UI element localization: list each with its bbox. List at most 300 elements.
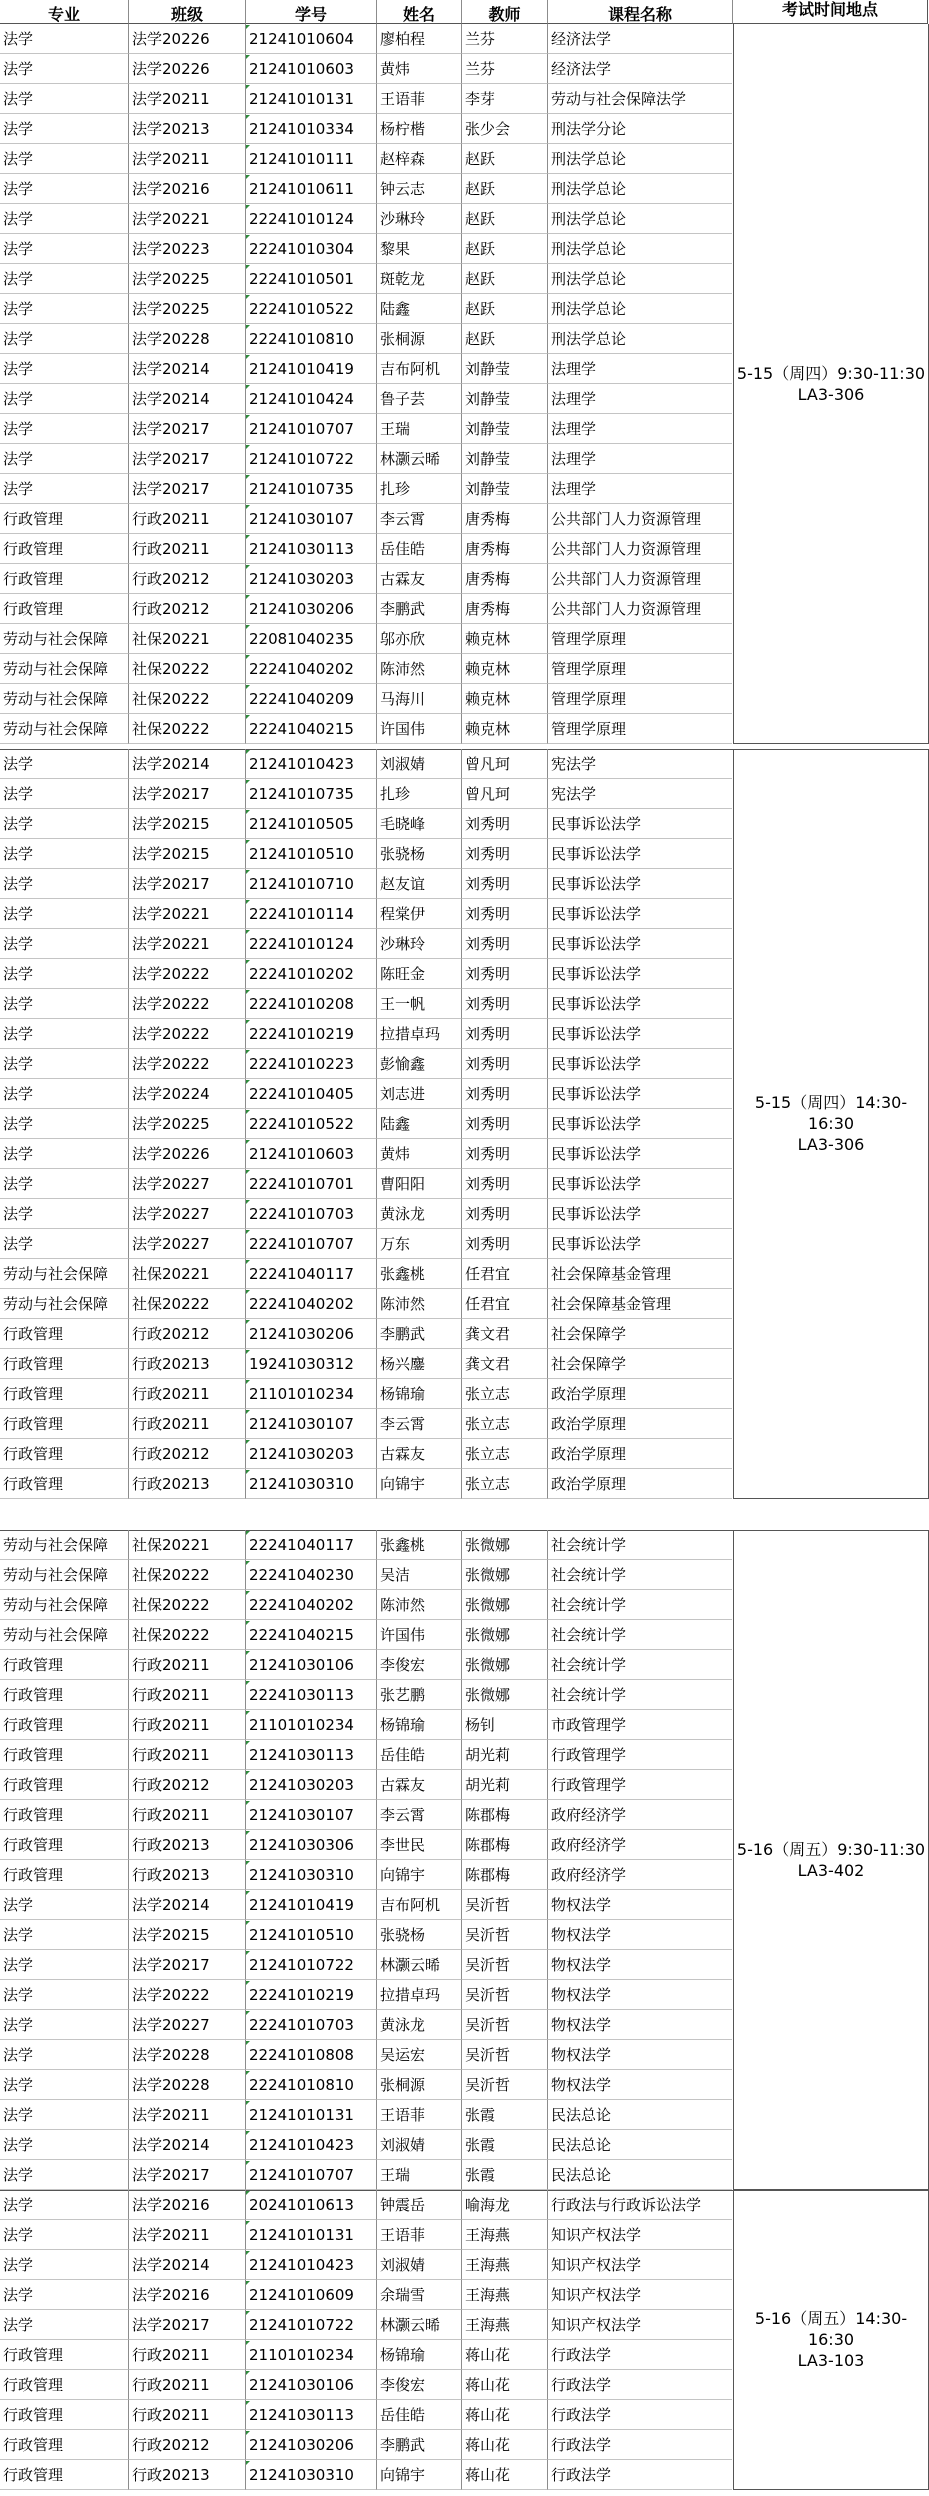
cell-class: 行政20211 bbox=[128, 1710, 245, 1740]
cell-name: 陈旺金 bbox=[376, 959, 461, 989]
table-row bbox=[0, 1169, 733, 1199]
cell-major: 法学 bbox=[0, 1890, 128, 1920]
cell-class: 社保20222 bbox=[128, 1289, 245, 1319]
cell-course: 民事诉讼法学 bbox=[547, 959, 732, 989]
table-row bbox=[0, 384, 733, 414]
cell-teacher: 刘秀明 bbox=[461, 809, 547, 839]
cell-major: 法学 bbox=[0, 384, 128, 414]
cell-flag-marker bbox=[246, 55, 250, 59]
cell-name: 拉措卓玛 bbox=[376, 1019, 461, 1049]
table-row bbox=[0, 1590, 733, 1620]
cell-student-id: 22241010810 bbox=[245, 2070, 376, 2100]
cell-teacher: 张微娜 bbox=[461, 1560, 547, 1590]
cell-course: 刑法学总论 bbox=[547, 204, 732, 234]
cell-student-id: 22241010707 bbox=[245, 1229, 376, 1259]
cell-course: 物权法学 bbox=[547, 1920, 732, 1950]
cell-major: 法学 bbox=[0, 2310, 128, 2340]
cell-teacher: 赵跃 bbox=[461, 264, 547, 294]
cell-course: 民法总论 bbox=[547, 2160, 732, 2190]
cell-course: 政府经济学 bbox=[547, 1860, 732, 1890]
table-row bbox=[0, 2040, 733, 2070]
cell-teacher: 张微娜 bbox=[461, 1680, 547, 1710]
cell-flag-marker bbox=[246, 1951, 250, 1955]
table-row bbox=[0, 234, 733, 264]
cell-class: 法学20214 bbox=[128, 354, 245, 384]
cell-flag-marker bbox=[246, 655, 250, 659]
cell-student-id: 22241010114 bbox=[245, 899, 376, 929]
cell-flag-marker bbox=[246, 1080, 250, 1084]
cell-class: 法学20221 bbox=[128, 899, 245, 929]
cell-student-id: 22241040215 bbox=[245, 714, 376, 744]
cell-name: 陆鑫 bbox=[376, 294, 461, 324]
cell-teacher: 杨钊 bbox=[461, 1710, 547, 1740]
header-class: 班级 bbox=[128, 0, 245, 24]
cell-flag-marker bbox=[246, 1140, 250, 1144]
cell-name: 陈沛然 bbox=[376, 654, 461, 684]
cell-flag-marker bbox=[246, 780, 250, 784]
cell-class: 法学20217 bbox=[128, 444, 245, 474]
cell-class: 法学20226 bbox=[128, 54, 245, 84]
cell-name: 王语菲 bbox=[376, 2100, 461, 2130]
cell-student-id: 22241010124 bbox=[245, 204, 376, 234]
table-row bbox=[0, 2250, 733, 2280]
cell-name: 吴洁 bbox=[376, 1560, 461, 1590]
cell-name: 岳佳皓 bbox=[376, 534, 461, 564]
cell-course: 社会统计学 bbox=[547, 1530, 732, 1560]
table-row bbox=[0, 809, 733, 839]
cell-flag-marker bbox=[246, 2281, 250, 2285]
cell-student-id: 21241010510 bbox=[245, 839, 376, 869]
cell-teacher: 唐秀梅 bbox=[461, 564, 547, 594]
cell-student-id: 21241010131 bbox=[245, 84, 376, 114]
cell-student-id: 21241010722 bbox=[245, 1950, 376, 1980]
cell-class: 法学20214 bbox=[128, 749, 245, 779]
exam-room: LA3-402 bbox=[797, 1860, 865, 1880]
cell-teacher: 赵跃 bbox=[461, 144, 547, 174]
cell-name: 程棠伊 bbox=[376, 899, 461, 929]
cell-class: 法学20225 bbox=[128, 294, 245, 324]
cell-teacher: 刘秀明 bbox=[461, 959, 547, 989]
cell-course: 民事诉讼法学 bbox=[547, 1019, 732, 1049]
cell-major: 行政管理 bbox=[0, 1860, 128, 1890]
cell-major: 法学 bbox=[0, 2220, 128, 2250]
cell-flag-marker bbox=[246, 1320, 250, 1324]
cell-class: 行政20211 bbox=[128, 1740, 245, 1770]
cell-course: 社会保障基金管理 bbox=[547, 1259, 732, 1289]
cell-major: 法学 bbox=[0, 234, 128, 264]
cell-course: 政府经济学 bbox=[547, 1830, 732, 1860]
cell-flag-marker bbox=[246, 1741, 250, 1745]
cell-major: 法学 bbox=[0, 264, 128, 294]
cell-major: 法学 bbox=[0, 1019, 128, 1049]
cell-name: 张骁杨 bbox=[376, 1920, 461, 1950]
cell-course: 宪法学 bbox=[547, 749, 732, 779]
cell-major: 法学 bbox=[0, 959, 128, 989]
cell-student-id: 22241010522 bbox=[245, 294, 376, 324]
cell-flag-marker bbox=[246, 1771, 250, 1775]
cell-student-id: 22241030113 bbox=[245, 1680, 376, 1710]
cell-teacher: 刘秀明 bbox=[461, 1019, 547, 1049]
cell-student-id: 19241030312 bbox=[245, 1349, 376, 1379]
cell-student-id: 22241010701 bbox=[245, 1169, 376, 1199]
cell-student-id: 21241030310 bbox=[245, 2460, 376, 2490]
table-row bbox=[0, 989, 733, 1019]
cell-name: 李世民 bbox=[376, 1830, 461, 1860]
table-row bbox=[0, 839, 733, 869]
cell-major: 法学 bbox=[0, 989, 128, 1019]
cell-name: 林灏云晞 bbox=[376, 444, 461, 474]
table-row bbox=[0, 624, 733, 654]
cell-teacher: 陈郡梅 bbox=[461, 1800, 547, 1830]
cell-name: 岳佳皓 bbox=[376, 1740, 461, 1770]
cell-class: 法学20227 bbox=[128, 2010, 245, 2040]
cell-name: 钟云志 bbox=[376, 174, 461, 204]
cell-student-id: 21241030107 bbox=[245, 1409, 376, 1439]
table-row bbox=[0, 444, 733, 474]
cell-course: 行政法学 bbox=[547, 2370, 732, 2400]
cell-major: 行政管理 bbox=[0, 2460, 128, 2490]
cell-flag-marker bbox=[246, 685, 250, 689]
cell-flag-marker bbox=[246, 2251, 250, 2255]
cell-teacher: 刘静莹 bbox=[461, 354, 547, 384]
table-row bbox=[0, 1770, 733, 1800]
cell-name: 黄炜 bbox=[376, 54, 461, 84]
cell-major: 劳动与社会保障 bbox=[0, 1289, 128, 1319]
cell-class: 行政20212 bbox=[128, 594, 245, 624]
cell-teacher: 吴沂哲 bbox=[461, 1950, 547, 1980]
cell-name: 李云霄 bbox=[376, 1800, 461, 1830]
table-row bbox=[0, 1680, 733, 1710]
cell-name: 李云霄 bbox=[376, 1409, 461, 1439]
cell-course: 经济法学 bbox=[547, 54, 732, 84]
cell-major: 法学 bbox=[0, 1169, 128, 1199]
cell-teacher: 赖克林 bbox=[461, 684, 547, 714]
cell-major: 行政管理 bbox=[0, 1650, 128, 1680]
table-row bbox=[0, 684, 733, 714]
cell-course: 民事诉讼法学 bbox=[547, 1139, 732, 1169]
cell-student-id: 21241010707 bbox=[245, 414, 376, 444]
cell-class: 行政20213 bbox=[128, 1860, 245, 1890]
cell-course: 公共部门人力资源管理 bbox=[547, 594, 732, 624]
cell-major: 法学 bbox=[0, 779, 128, 809]
cell-course: 劳动与社会保障法学 bbox=[547, 84, 732, 114]
cell-teacher: 唐秀梅 bbox=[461, 504, 547, 534]
cell-name: 杨兴鏖 bbox=[376, 1349, 461, 1379]
cell-student-id: 21241010131 bbox=[245, 2100, 376, 2130]
cell-course: 社会统计学 bbox=[547, 1680, 732, 1710]
cell-teacher: 张立志 bbox=[461, 1379, 547, 1409]
cell-major: 法学 bbox=[0, 474, 128, 504]
cell-student-id: 22241010208 bbox=[245, 989, 376, 1019]
cell-flag-marker bbox=[246, 1681, 250, 1685]
exam-room: LA3-306 bbox=[797, 384, 865, 404]
cell-teacher: 刘秀明 bbox=[461, 869, 547, 899]
cell-major: 行政管理 bbox=[0, 1680, 128, 1710]
cell-flag-marker bbox=[246, 1711, 250, 1715]
cell-course: 民事诉讼法学 bbox=[547, 1199, 732, 1229]
cell-name: 黄泳龙 bbox=[376, 1199, 461, 1229]
cell-teacher: 张微娜 bbox=[461, 1650, 547, 1680]
cell-major: 法学 bbox=[0, 2010, 128, 2040]
cell-major: 劳动与社会保障 bbox=[0, 1259, 128, 1289]
cell-course: 政治学原理 bbox=[547, 1439, 732, 1469]
cell-name: 斑乾龙 bbox=[376, 264, 461, 294]
cell-student-id: 22081040235 bbox=[245, 624, 376, 654]
cell-major: 行政管理 bbox=[0, 2400, 128, 2430]
cell-flag-marker bbox=[246, 85, 250, 89]
cell-major: 法学 bbox=[0, 929, 128, 959]
cell-class: 社保20222 bbox=[128, 684, 245, 714]
cell-major: 行政管理 bbox=[0, 594, 128, 624]
cell-flag-marker bbox=[246, 990, 250, 994]
cell-teacher: 吴沂哲 bbox=[461, 2070, 547, 2100]
table-row bbox=[0, 929, 733, 959]
table-row bbox=[0, 2340, 733, 2370]
cell-name: 张鑫桃 bbox=[376, 1259, 461, 1289]
cell-major: 法学 bbox=[0, 1199, 128, 1229]
table-row bbox=[0, 1259, 733, 1289]
cell-major: 法学 bbox=[0, 2280, 128, 2310]
cell-class: 社保20221 bbox=[128, 624, 245, 654]
cell-name: 杨锦瑜 bbox=[376, 1710, 461, 1740]
cell-class: 法学20214 bbox=[128, 2250, 245, 2280]
cell-flag-marker bbox=[246, 205, 250, 209]
cell-flag-marker bbox=[246, 1350, 250, 1354]
cell-student-id: 21241030106 bbox=[245, 2370, 376, 2400]
cell-course: 法理学 bbox=[547, 414, 732, 444]
cell-teacher: 蒋山花 bbox=[461, 2460, 547, 2490]
table-row bbox=[0, 564, 733, 594]
cell-teacher: 赵跃 bbox=[461, 234, 547, 264]
table-row bbox=[0, 1229, 733, 1259]
cell-class: 法学20222 bbox=[128, 1980, 245, 2010]
cell-teacher: 任君宜 bbox=[461, 1259, 547, 1289]
table-row bbox=[0, 2280, 733, 2310]
cell-class: 法学20223 bbox=[128, 234, 245, 264]
cell-class: 法学20217 bbox=[128, 869, 245, 899]
table-row bbox=[0, 749, 733, 779]
cell-name: 杨锦瑜 bbox=[376, 2340, 461, 2370]
cell-student-id: 21241010604 bbox=[245, 24, 376, 54]
cell-teacher: 蒋山花 bbox=[461, 2340, 547, 2370]
table-row bbox=[0, 654, 733, 684]
cell-flag-marker bbox=[246, 175, 250, 179]
cell-teacher: 刘秀明 bbox=[461, 929, 547, 959]
cell-name: 李俊宏 bbox=[376, 1650, 461, 1680]
table-row bbox=[0, 1710, 733, 1740]
exam-time-place-cell bbox=[733, 24, 929, 744]
cell-student-id: 22241040230 bbox=[245, 1560, 376, 1590]
cell-student-id: 21241010603 bbox=[245, 54, 376, 84]
cell-course: 社会统计学 bbox=[547, 1590, 732, 1620]
cell-teacher: 刘秀明 bbox=[461, 1049, 547, 1079]
cell-class: 法学20222 bbox=[128, 1049, 245, 1079]
table-row bbox=[0, 2310, 733, 2340]
cell-major: 劳动与社会保障 bbox=[0, 1620, 128, 1650]
cell-teacher: 刘秀明 bbox=[461, 1199, 547, 1229]
cell-student-id: 21241010419 bbox=[245, 1890, 376, 1920]
cell-flag-marker bbox=[246, 960, 250, 964]
cell-course: 民事诉讼法学 bbox=[547, 1169, 732, 1199]
cell-flag-marker bbox=[246, 1801, 250, 1805]
cell-name: 许国伟 bbox=[376, 1620, 461, 1650]
cell-flag-marker bbox=[246, 2161, 250, 2165]
cell-major: 行政管理 bbox=[0, 2340, 128, 2370]
cell-flag-marker bbox=[246, 1981, 250, 1985]
cell-class: 法学20216 bbox=[128, 174, 245, 204]
cell-teacher: 赵跃 bbox=[461, 324, 547, 354]
cell-teacher: 张微娜 bbox=[461, 1530, 547, 1560]
cell-class: 法学20227 bbox=[128, 1169, 245, 1199]
cell-flag-marker bbox=[246, 870, 250, 874]
cell-class: 法学20225 bbox=[128, 264, 245, 294]
cell-name: 杨锦瑜 bbox=[376, 1379, 461, 1409]
cell-teacher: 刘秀明 bbox=[461, 839, 547, 869]
cell-flag-marker bbox=[246, 2401, 250, 2405]
table-row bbox=[0, 1830, 733, 1860]
cell-flag-marker bbox=[246, 1531, 250, 1535]
cell-teacher: 刘秀明 bbox=[461, 1109, 547, 1139]
cell-flag-marker bbox=[246, 1410, 250, 1414]
cell-teacher: 张立志 bbox=[461, 1469, 547, 1499]
cell-name: 彭愉鑫 bbox=[376, 1049, 461, 1079]
cell-class: 行政20211 bbox=[128, 534, 245, 564]
cell-major: 行政管理 bbox=[0, 1740, 128, 1770]
cell-student-id: 22241010703 bbox=[245, 1199, 376, 1229]
cell-teacher: 吴沂哲 bbox=[461, 1920, 547, 1950]
cell-course: 民事诉讼法学 bbox=[547, 1229, 732, 1259]
cell-name: 王瑞 bbox=[376, 414, 461, 444]
cell-class: 法学20217 bbox=[128, 779, 245, 809]
cell-major: 法学 bbox=[0, 174, 128, 204]
table-row bbox=[0, 1950, 733, 1980]
table-row bbox=[0, 1800, 733, 1830]
cell-major: 劳动与社会保障 bbox=[0, 624, 128, 654]
cell-name: 李云霄 bbox=[376, 504, 461, 534]
cell-name: 李鹏武 bbox=[376, 1319, 461, 1349]
cell-major: 法学 bbox=[0, 1920, 128, 1950]
cell-teacher: 张霞 bbox=[461, 2160, 547, 2190]
cell-name: 扎珍 bbox=[376, 779, 461, 809]
cell-major: 法学 bbox=[0, 2040, 128, 2070]
cell-class: 社保20222 bbox=[128, 1590, 245, 1620]
cell-class: 行政20213 bbox=[128, 1830, 245, 1860]
cell-major: 法学 bbox=[0, 324, 128, 354]
cell-class: 法学20222 bbox=[128, 989, 245, 1019]
table-row bbox=[0, 474, 733, 504]
cell-student-id: 21241010111 bbox=[245, 144, 376, 174]
cell-course: 管理学原理 bbox=[547, 714, 732, 744]
cell-teacher: 任君宜 bbox=[461, 1289, 547, 1319]
cell-name: 张鑫桃 bbox=[376, 1530, 461, 1560]
cell-class: 行政20211 bbox=[128, 1680, 245, 1710]
cell-student-id: 21241030107 bbox=[245, 504, 376, 534]
cell-course: 社会统计学 bbox=[547, 1560, 732, 1590]
cell-major: 法学 bbox=[0, 294, 128, 324]
cell-course: 民事诉讼法学 bbox=[547, 1049, 732, 1079]
cell-course: 行政法学 bbox=[547, 2460, 732, 2490]
cell-teacher: 赖克林 bbox=[461, 624, 547, 654]
cell-name: 黄炜 bbox=[376, 1139, 461, 1169]
cell-class: 法学20226 bbox=[128, 24, 245, 54]
cell-major: 法学 bbox=[0, 2130, 128, 2160]
cell-name: 古霖友 bbox=[376, 564, 461, 594]
cell-student-id: 20241010613 bbox=[245, 2190, 376, 2220]
cell-student-id: 21241030310 bbox=[245, 1860, 376, 1890]
cell-flag-marker bbox=[246, 535, 250, 539]
cell-student-id: 21241010603 bbox=[245, 1139, 376, 1169]
cell-major: 行政管理 bbox=[0, 1409, 128, 1439]
cell-name: 张艺鹏 bbox=[376, 1680, 461, 1710]
cell-student-id: 22241040117 bbox=[245, 1530, 376, 1560]
header-exam-time-place: 考试时间地点 bbox=[732, 0, 928, 24]
cell-name: 邬亦欣 bbox=[376, 624, 461, 654]
cell-flag-marker bbox=[246, 1440, 250, 1444]
cell-name: 赵友谊 bbox=[376, 869, 461, 899]
cell-student-id: 21241010707 bbox=[245, 2160, 376, 2190]
header-teacher: 教师 bbox=[461, 0, 547, 24]
cell-major: 行政管理 bbox=[0, 1319, 128, 1349]
cell-teacher: 张微娜 bbox=[461, 1590, 547, 1620]
cell-student-id: 22241010304 bbox=[245, 234, 376, 264]
cell-course: 政治学原理 bbox=[547, 1379, 732, 1409]
cell-course: 民法总论 bbox=[547, 2130, 732, 2160]
table-row bbox=[0, 84, 733, 114]
cell-class: 法学20215 bbox=[128, 809, 245, 839]
cell-teacher: 吴沂哲 bbox=[461, 1890, 547, 1920]
cell-teacher: 吴沂哲 bbox=[461, 2010, 547, 2040]
cell-name: 刘淑婧 bbox=[376, 749, 461, 779]
cell-flag-marker bbox=[246, 810, 250, 814]
cell-course: 行政法学 bbox=[547, 2430, 732, 2460]
header-major: 专业 bbox=[0, 0, 128, 24]
cell-name: 曹阳阳 bbox=[376, 1169, 461, 1199]
cell-course: 法理学 bbox=[547, 384, 732, 414]
cell-course: 刑法学总论 bbox=[547, 324, 732, 354]
cell-class: 行政20212 bbox=[128, 564, 245, 594]
cell-name: 杨柠楷 bbox=[376, 114, 461, 144]
table-row bbox=[0, 2130, 733, 2160]
cell-teacher: 赖克林 bbox=[461, 654, 547, 684]
cell-name: 余瑞雪 bbox=[376, 2280, 461, 2310]
table-row bbox=[0, 174, 733, 204]
table-row bbox=[0, 1620, 733, 1650]
cell-flag-marker bbox=[246, 2221, 250, 2225]
cell-student-id: 22241040202 bbox=[245, 1289, 376, 1319]
cell-teacher: 曾凡珂 bbox=[461, 749, 547, 779]
cell-flag-marker bbox=[246, 900, 250, 904]
cell-teacher: 兰芬 bbox=[461, 24, 547, 54]
cell-name: 扎珍 bbox=[376, 474, 461, 504]
cell-flag-marker bbox=[246, 325, 250, 329]
cell-major: 行政管理 bbox=[0, 1439, 128, 1469]
cell-major: 行政管理 bbox=[0, 1830, 128, 1860]
cell-course: 社会统计学 bbox=[547, 1620, 732, 1650]
cell-major: 法学 bbox=[0, 2070, 128, 2100]
cell-name: 钟震岳 bbox=[376, 2190, 461, 2220]
table-row bbox=[0, 1289, 733, 1319]
table-row bbox=[0, 1049, 733, 1079]
table-row bbox=[0, 2400, 733, 2430]
cell-course: 管理学原理 bbox=[547, 684, 732, 714]
cell-teacher: 刘静莹 bbox=[461, 444, 547, 474]
cell-course: 刑法学总论 bbox=[547, 174, 732, 204]
cell-major: 法学 bbox=[0, 414, 128, 444]
cell-flag-marker bbox=[246, 445, 250, 449]
cell-major: 行政管理 bbox=[0, 2370, 128, 2400]
cell-class: 社保20221 bbox=[128, 1259, 245, 1289]
cell-teacher: 王海燕 bbox=[461, 2250, 547, 2280]
